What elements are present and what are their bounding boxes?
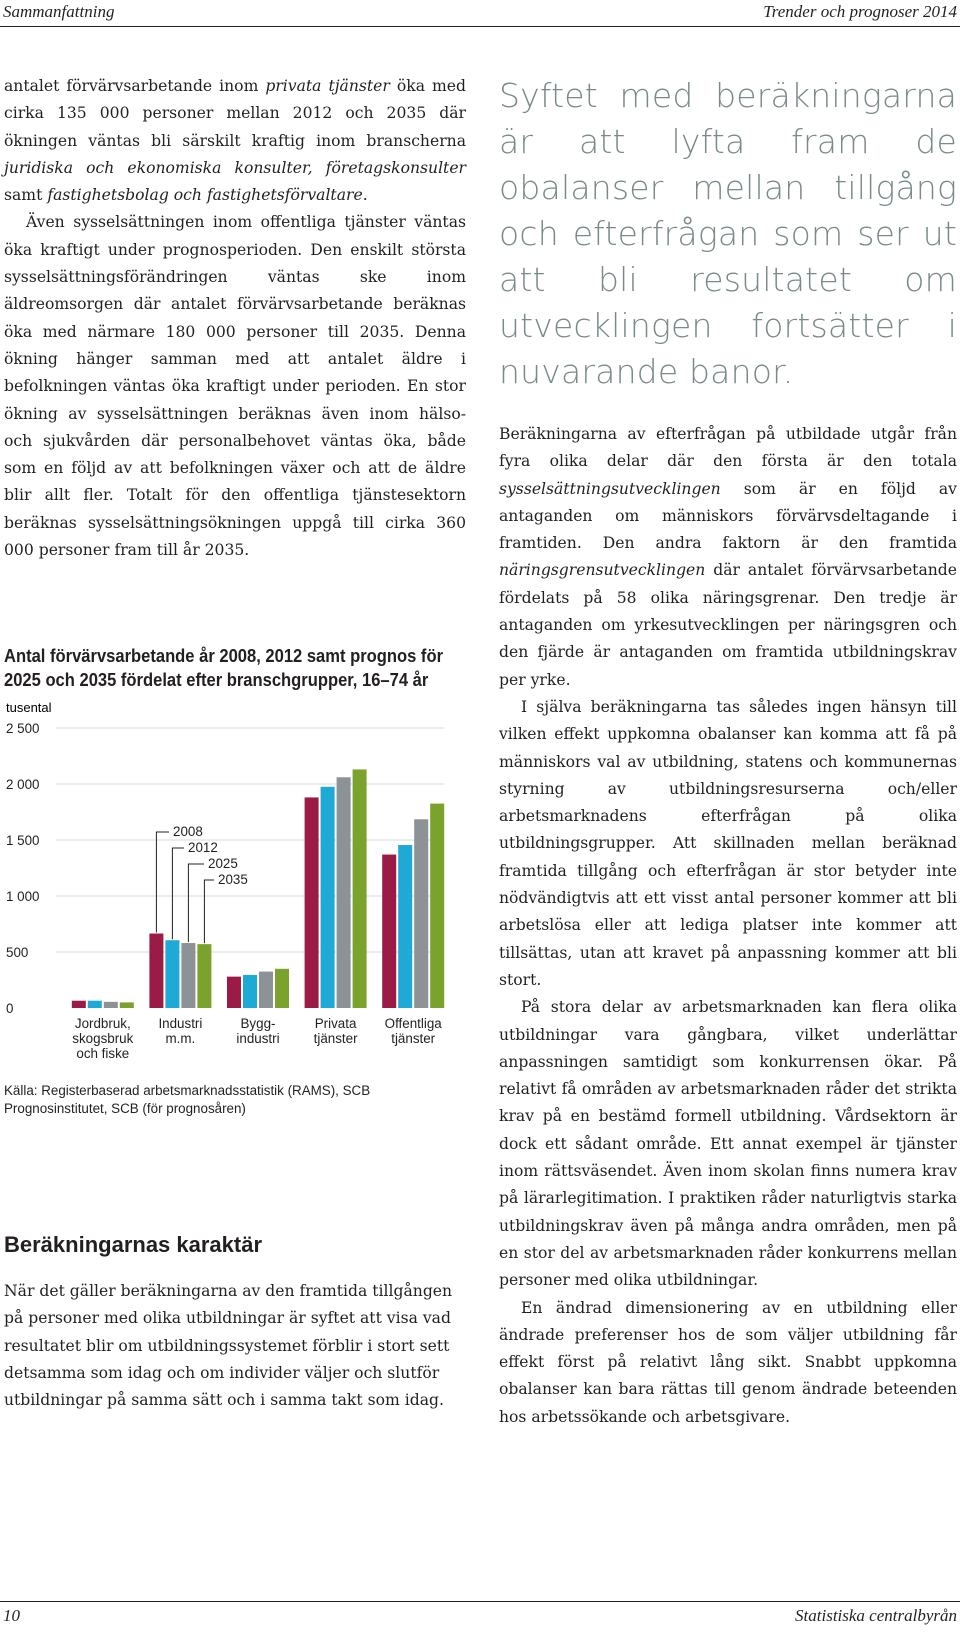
bar: [104, 1002, 118, 1008]
text-run: samt: [4, 186, 48, 205]
chart-figure: [4, 644, 466, 1118]
bar: [321, 787, 335, 1008]
x-tick-labels: [72, 1016, 442, 1061]
right-paragraph-1: [499, 421, 957, 694]
legend-leader-line: [188, 864, 204, 942]
bar: [382, 855, 396, 1008]
footer-rule: [0, 1601, 960, 1602]
y-axis-unit-label: tusental: [6, 700, 52, 715]
y-tick-label: 2 500: [6, 721, 40, 736]
text-run: Beräkningarna av efterfrågan på utbildade utgår från fyra olika delar där den första är den totala: [499, 425, 957, 471]
emphasis-run: sysselsättningsutvecklingen: [499, 479, 721, 498]
legend-label: 2025: [208, 856, 238, 871]
legend-leader-line: [204, 880, 214, 943]
bar: [398, 845, 412, 1008]
legend-leader-line: [156, 832, 169, 933]
bar: [414, 819, 428, 1008]
y-tick-label: 500: [6, 945, 29, 960]
emphasis-run: näringsgrensutvecklingen: [499, 561, 706, 580]
emphasis-run: privata tjänster: [265, 77, 390, 95]
section-heading: Beräkningarnas karaktär: [4, 1232, 263, 1257]
text-run: som är en följd av antaganden om människors förvärvsdeltagande i framtiden. Den andra faktorn är den framtida: [499, 479, 957, 553]
bar: [165, 940, 179, 1008]
bar: [259, 972, 273, 1008]
bar: [227, 977, 241, 1008]
legend-leader-line: [172, 848, 184, 939]
bar: [305, 797, 319, 1008]
emphasis-run: fastighetsbolag och fastighetsförvaltare: [47, 186, 363, 205]
x-tick-label: Bygg-: [240, 1016, 276, 1031]
bar: [337, 777, 351, 1008]
x-tick-label: Jordbruk,: [74, 1016, 131, 1031]
x-tick-label: tjänster: [391, 1031, 436, 1046]
y-tick-label: 1 000: [6, 889, 40, 904]
bar: [72, 1001, 86, 1008]
page-header: [0, 0, 960, 28]
bar: [181, 943, 195, 1008]
bar-chart: [4, 698, 466, 1082]
x-tick-label: Privata: [314, 1016, 357, 1031]
publication-title: Trender och prognoser 2014: [763, 2, 957, 21]
bar: [197, 944, 211, 1008]
y-tick-label: 0: [6, 1001, 14, 1016]
source-line-2: Prognosinstitutet, SCB (för prognosåren): [4, 1101, 246, 1116]
x-tick-label: Offentliga: [384, 1016, 442, 1031]
header-rule: [0, 26, 960, 27]
pull-quote: Syftet med beräkningarna är att lyfta fram de obalanser mellan tillgång och efterfrågan som ser ut att bli resultatet om utvecklingen fortsätter i nuvarande banor.: [499, 76, 957, 391]
right-paragraph-4: En ändrad dimensionering av en utbildning eller ändrade preferenser hos de som väljer utbildning får effekt först på relativt lång sikt. Snabbt uppkomna obalanser kan bara rättas till genom ändrade beteenden hos arbetssökande och arbetsgivare.: [499, 1298, 957, 1426]
x-tick-label: skogsbruk: [72, 1031, 134, 1046]
section-name: Sammanfattning: [3, 2, 115, 21]
bar: [120, 1002, 134, 1008]
chart-title: Antal förvärvsarbetande år 2008, 2012 samt prognos för 2025 och 2035 fördelat efter branschgrupper, 16–74 år: [4, 646, 444, 690]
source-line-1: Källa: Registerbaserad arbetsmarknadsstatistik (RAMS), SCB: [4, 1083, 371, 1098]
bar: [275, 969, 289, 1008]
x-tick-label: och fiske: [76, 1046, 130, 1061]
emphasis-run: juridiska och ekonomiska konsulter, företagskonsulter: [4, 158, 466, 177]
y-tick-labels: [6, 721, 40, 1016]
left-paragraph-1: [4, 73, 466, 209]
publisher-name: Statistiska centralbyrån: [795, 1606, 957, 1625]
left-paragraph-2: Även sysselsättningen inom offentliga tjänster väntas öka kraftigt under prognosperioden. Den enskilt största sysselsättningsförändringen väntas ske inom äldreomsorgen där antalet förvärvsarbetande beräknas öka med närmare 180 000 personer till 2035. Denna ökning hänger samman med att antalet äldre i befolkningen väntas öka kraftigt under perioden. En stor ökning av sysselsättningen beräknas även inom hälso- och sjukvården där personalbehovet väntas öka, både som en följd av att befolkningen växer och att de äldre blir allt fler. Totalt för den offentliga tjänstesektorn beräknas sysselsättningsökningen uppgå till cirka 360 000 personer fram till år 2035.: [4, 213, 466, 560]
bar: [430, 804, 444, 1008]
y-tick-label: 1 500: [6, 833, 40, 848]
bar: [149, 934, 163, 1008]
x-tick-label: m.m.: [165, 1031, 196, 1046]
y-tick-label: 2 000: [6, 777, 40, 792]
legend-label: 2008: [173, 824, 203, 839]
chart-source: [4, 1082, 466, 1118]
text-run: där antalet förvärvsarbetande fördelats på 58 olika näringsgrenar. Den tredje är antaganden om yrkesutvecklingen per näringsgren och den fjärde är antaganden om framtida utbildningskrav per yrke.: [499, 561, 957, 689]
x-tick-label: Industri: [158, 1016, 203, 1031]
bar: [88, 1001, 102, 1008]
bar: [353, 769, 367, 1008]
text-run: .: [362, 186, 368, 205]
legend-label: 2035: [218, 872, 248, 887]
left-column: [4, 73, 466, 564]
legend-annotation: [156, 824, 247, 943]
bars: [72, 769, 444, 1008]
x-tick-label: tjänster: [313, 1031, 358, 1046]
text-run: öka med cirka 135 000 personer mellan 2012 och 2035 där ökningen väntas bli särskilt kraftig inom branscherna: [4, 77, 466, 150]
section-paragraph: När det gäller beräkningarna av den framtida tillgången på personer med olika utbildningar är syftet att visa vad resultatet blir om utbildningssystemet förblir i stort sett detsamma som idag och om individer väljer och slutför utbildningar på samma sätt och i samma takt som idag.: [4, 1282, 453, 1410]
x-tick-label: industri: [236, 1031, 280, 1046]
right-paragraph-2: I själva beräkningarna tas således ingen hänsyn till vilken effekt uppkomna obalanser kan komma att få på människors val av utbildning, statens och kommunernas styrning av utbildningsresurserna och/eller arbetsmarknadens efterfrågan på olika utbildningsgrupper. Att skillnaden mellan beräknad framtida tillgång och efterfrågan är stor betyder inte nödvändigtvis att ett visst antal personer kommer att bli arbetslösa eller att lediga platser inte kommer att tillsättas, utan att kravet på anpassning kommer att bli stort.: [499, 697, 957, 989]
section-calculations: [4, 1232, 466, 1414]
page-number: 10: [3, 1606, 20, 1625]
bar: [243, 975, 257, 1008]
legend-label: 2012: [188, 840, 218, 855]
right-column: [499, 73, 957, 1431]
right-paragraph-3: På stora delar av arbetsmarknaden kan flera olika utbildningar vara gångbara, vilket underlättar anpassningen samtidigt som konkurrensen ökar. På relativt få områden av arbetsmarknaden råder det strikta krav på en bestämd formell utbildning. Vårdsektorn är dock ett sådant område. Ett annat exempel är tjänster inom rättsväsendet. Även inom skolan finns numera krav på lärarlegitimation. I praktiken råder naturligtvis starka utbildningskrav även på många andra områden, men på en stor del av arbetsmarknaden råder konkurrens mellan personer med olika utbildningar.: [499, 998, 957, 1290]
text-run: antalet förvärvsarbetande inom: [4, 77, 266, 95]
